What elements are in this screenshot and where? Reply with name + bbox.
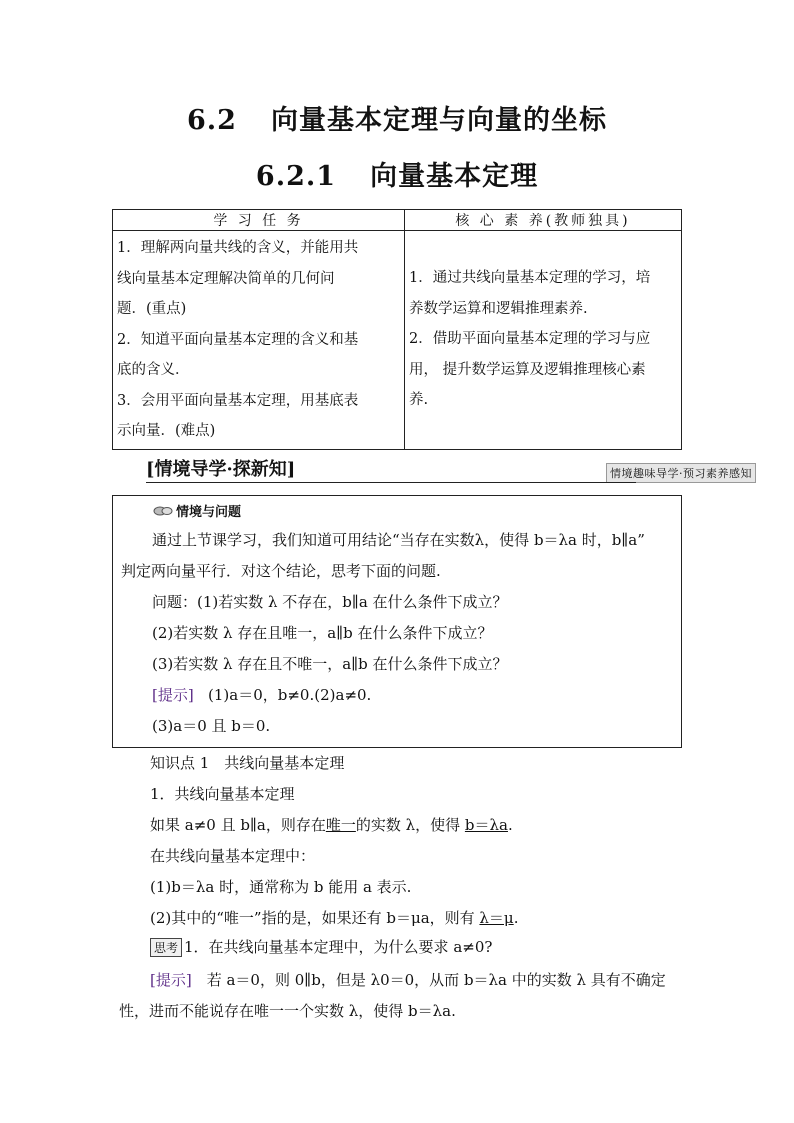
section-number: 6.2: [187, 105, 237, 136]
question-1: 问题：(1)若实数 λ 不存在，b∥a 在什么条件下成立？: [152, 593, 508, 611]
task-line: 底的含义．: [117, 362, 190, 378]
section-banner: [146, 453, 756, 483]
note-text: .: [513, 909, 519, 927]
literacy-line: 1．通过共线向量基本定理的学习，培: [409, 270, 651, 286]
think-badge: 思考: [150, 938, 182, 957]
subsection-title: [0, 154, 794, 193]
scenario-heading: [153, 501, 241, 520]
task-line: 示向量．(难点): [117, 423, 216, 439]
literacy-line: 用， 提升数学运算及逻辑推理核心素: [409, 361, 646, 378]
leaf-icon: [153, 504, 173, 518]
task-line: 题．(重点): [117, 301, 187, 317]
theorem-note-intro: 在共线向量基本定理中：: [150, 847, 316, 865]
literacy-line: 2．借助平面向量基本定理的学习与应: [409, 331, 651, 347]
hint-label: [提示]: [152, 686, 194, 704]
literacy-line: 养.: [409, 392, 429, 408]
theorem-note-2: [150, 907, 518, 928]
literacy-line: 养数学运算和逻辑推理素养.: [409, 300, 588, 317]
blank-unique: 唯一: [325, 816, 356, 834]
goals-table: [112, 209, 682, 450]
hint-answer-2: (3)a＝0 且 b＝0.: [152, 717, 271, 735]
banner-title: [情境导学·探新知]: [146, 459, 296, 480]
hint-label: [提示]: [150, 971, 192, 989]
scenario-heading-text: 情境与问题: [176, 505, 242, 520]
blank-formula: b＝λa: [464, 816, 508, 834]
theorem-note-1: (1)b＝λa 时，通常称为 b 能用 a 表示.: [150, 878, 412, 896]
theorem-text: 如果 a≠0 且 b∥a，则存在: [150, 816, 326, 834]
question-2: (2)若实数 λ 存在且唯一，a∥b 在什么条件下成立？: [152, 624, 493, 642]
subsection-heading: 向量基本定理: [370, 161, 539, 192]
think-question-text: 1．在共线向量基本定理中，为什么要求 a≠0?: [184, 938, 493, 956]
theorem-text: .: [507, 816, 513, 834]
hint-answer-1: (1)a＝0，b≠0.(2)a≠0.: [208, 686, 372, 704]
subsection-number: 6.2.1: [255, 161, 337, 192]
learning-tasks-cell: [113, 231, 405, 450]
answer-text: 若 a＝0，则 0∥b，但是 λ0＝0，从而 b＝λa 中的实数 λ 具有不确定: [191, 971, 666, 989]
blank-lambda-mu: λ＝μ: [479, 909, 514, 927]
knowledge-point-title: 知识点 1 共线向量基本定理: [150, 754, 345, 772]
section-title: [0, 98, 794, 137]
hint-line-1: [152, 684, 371, 705]
task-line: 线向量基本定理解决简单的几何问: [117, 270, 335, 287]
theorem-statement: [150, 814, 513, 835]
task-line: 2．知道平面向量基本定理的含义和基: [117, 331, 359, 348]
task-line: 3．会用平面向量基本定理，用基底表: [117, 392, 359, 409]
banner-rule: [146, 482, 636, 483]
knowledge-subtitle: 1．共线向量基本定理: [150, 785, 295, 803]
think-question: [150, 936, 492, 957]
theorem-text: 的实数 λ，使得: [355, 816, 465, 834]
section-heading: 向量基本定理与向量的坐标: [270, 105, 607, 136]
goals-header-left: 学 习 任 务: [113, 210, 405, 231]
scenario-intro-2: 判定两向量平行．对这个结论，思考下面的问题.: [121, 562, 441, 580]
question-3: (3)若实数 λ 存在且不唯一，a∥b 在什么条件下成立？: [152, 655, 508, 673]
banner-tag: 情境趣味导学·预习素养感知: [606, 463, 756, 483]
scenario-box: [112, 495, 682, 748]
note-text: (2)其中的“唯一”指的是，如果还有 b＝μa，则有: [150, 909, 480, 927]
goals-header-right: 核 心 素 养(教师独具): [405, 210, 682, 231]
core-literacy-cell: [405, 231, 682, 450]
think-answer-2: 性，进而不能说存在唯一一个实数 λ，使得 b＝λa.: [119, 1002, 456, 1020]
think-answer-1: [150, 969, 666, 990]
scenario-intro-1: 通过上节课学习，我们知道可用结论“当存在实数λ，使得 b＝λa 时，b∥a”: [152, 531, 645, 549]
task-line: 1．理解两向量共线的含义，并能用共: [117, 240, 359, 256]
